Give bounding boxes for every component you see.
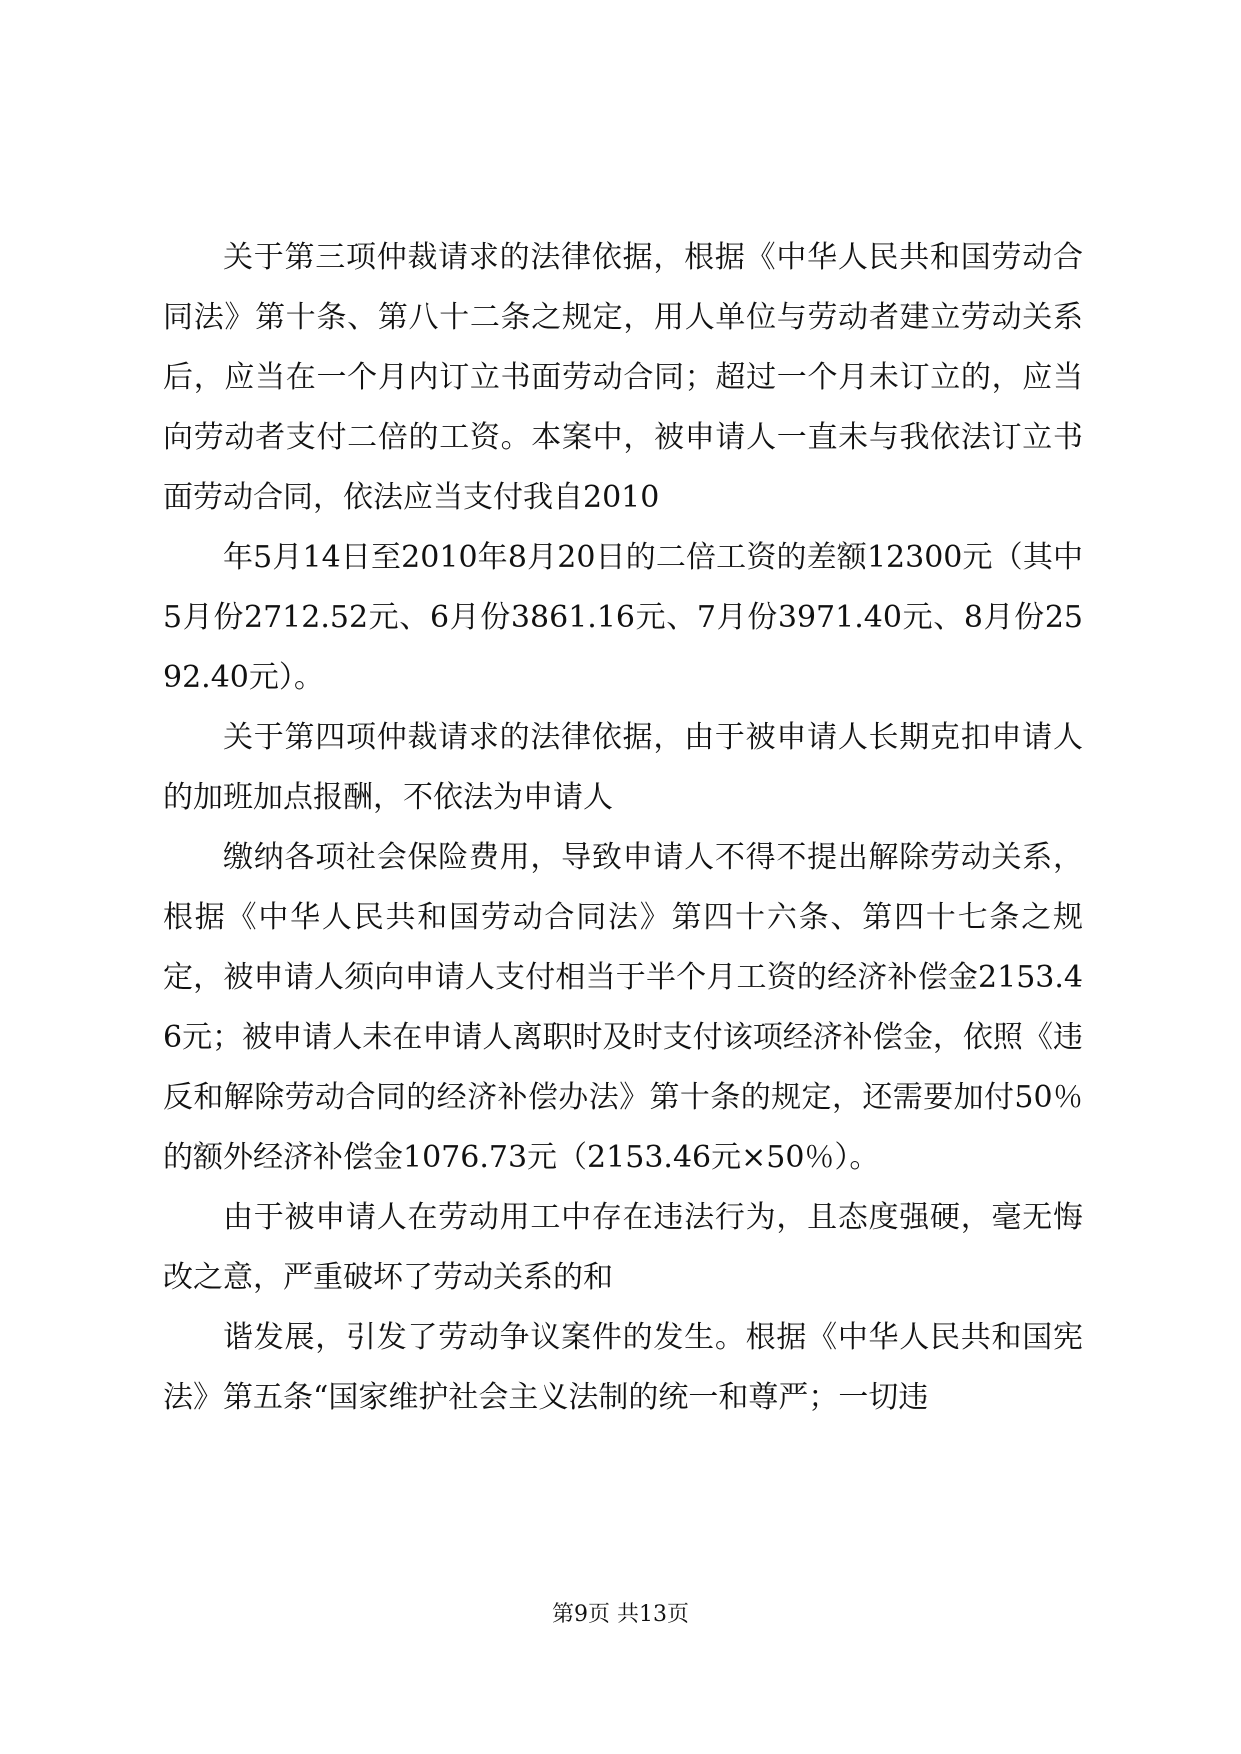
paragraph-compensation: 缴纳各项社会保险费用，导致申请人不得不提出解除劳动关系，根据《中华人民共和国劳动合同法》第四十六条、第四十七条之规定，被申请人须向申请人支付相当于半个月工资的经济补偿金2153.46元；被申请人未在申请人离职时及时支付该项经济补偿金，依照《违反和解除劳动合同的经济补偿办法》第十条的规定，还需要加付50％的额外经济补偿金1076.73元（2153.46元×50％）。 (163, 840, 1083, 1175)
paragraph-double-wage-amount: 年5月14日至2010年8月20日的二倍工资的差额12300元（其中5月份2712.52元、6月份3861.16元、7月份3971.40元、8月份2592.40元）。 (163, 540, 1083, 695)
paragraph-fourth-claim-basis: 关于第四项仲裁请求的法律依据，由于被申请人长期克扣申请人的加班加点报酬，不依法为申请人 (163, 720, 1083, 815)
paragraph-third-claim-basis: 关于第三项仲裁请求的法律依据，根据《中华人民共和国劳动合同法》第十条、第八十二条之规定，用人单位与劳动者建立劳动关系后，应当在一个月内订立书面劳动合同；超过一个月未订立的，应当向劳动者支付二倍的工资。本案中，被申请人一直未与我依法订立书面劳动合同，依法应当支付我自2010 (163, 240, 1083, 515)
paragraph-constitution: 谐发展，引发了劳动争议案件的发生。根据《中华人民共和国宪法》第五条“国家维护社会主义法制的统一和尊严；一切违 (163, 1320, 1083, 1415)
page-number-footer: 第9页 共13页 (552, 1602, 689, 1627)
document-body (163, 228, 1083, 1428)
paragraph-illegal-conduct: 由于被申请人在劳动用工中存在违法行为，且态度强硬，毫无悔改之意，严重破坏了劳动关系的和 (163, 1200, 1083, 1295)
